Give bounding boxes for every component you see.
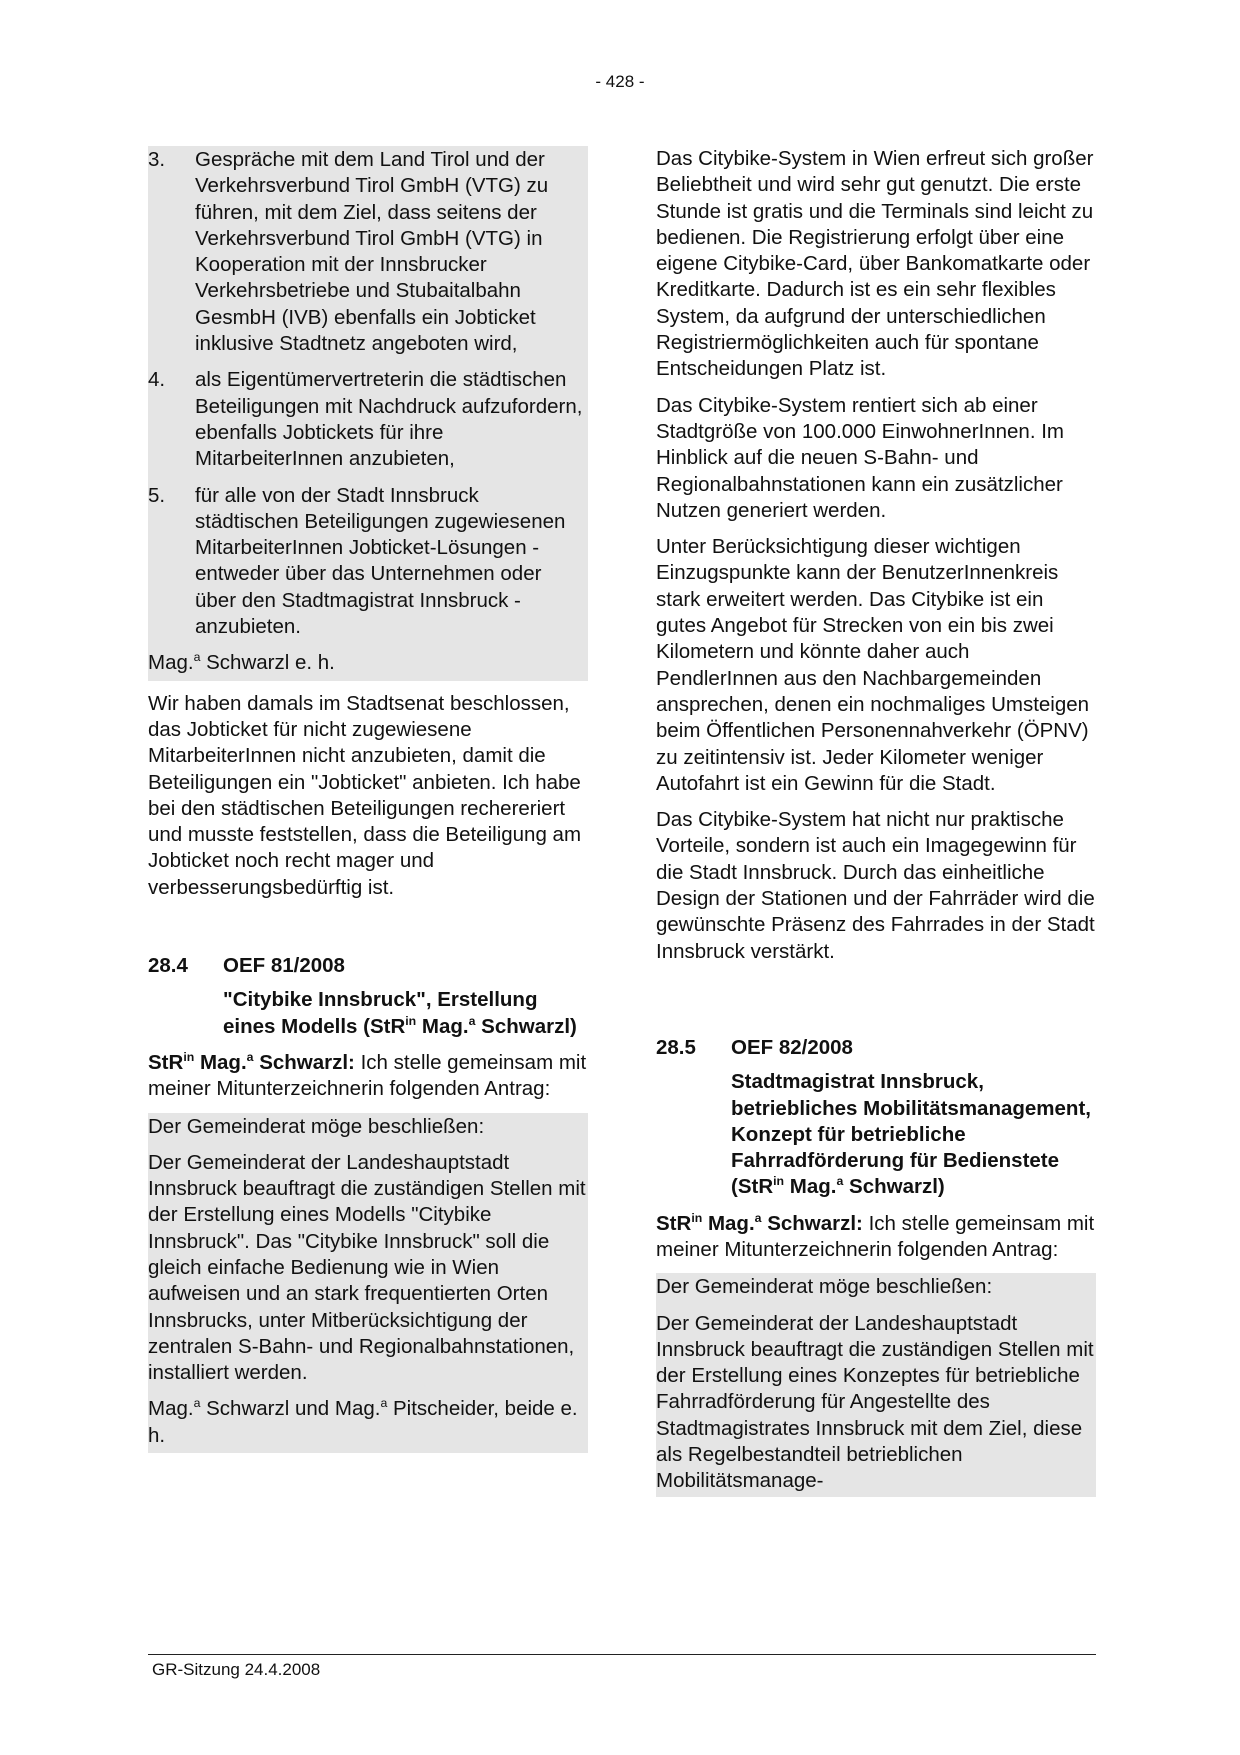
signature-sup: a: [380, 1396, 388, 1411]
speaker-sup: in: [691, 1210, 703, 1225]
speaker-statement: [656, 1211, 1096, 1264]
signature-sup: a: [193, 1396, 201, 1411]
speaker-text: Ich stelle gemeinsam mit meiner Mitunterzeichnerin folgenden Antrag:: [148, 1050, 587, 1101]
title-text: Schwarzl): [475, 1014, 577, 1038]
motion-list: [148, 147, 588, 650]
title-sup: a: [836, 1174, 844, 1189]
motion-text: Der Gemeinderat der Landeshauptstadt Innsbruck beauftragt die zuständigen Stellen mit der Erstellung eines Konzeptes für betriebliche Fahrradförderung für Angestellte des Stadtmagistrates Innsbruck mit dem Ziel, diese als Regelbestandteil betrieblichen Mobilitätsmanage-: [656, 1311, 1094, 1493]
signature-text: Mag.: [148, 1397, 194, 1421]
motion-text: Der Gemeinderat der Landeshauptstadt Innsbruck beauftragt die zuständigen Stellen mit der Erstellung eines Modells "Citybike Innsbruck". Das "Citybike Innsbruck" soll die gleich einfache Bedienung wie in Wien aufweisen und an stark frequentierten Orten Innsbrucks, unter Mitberücksichtigung der zentralen S-Bahn- und Regionalbahnstationen, installiert werden.: [148, 1150, 586, 1385]
signature-text: Pitscheider, beide e. h.: [148, 1397, 578, 1447]
title-sup: in: [773, 1174, 785, 1189]
title-text: Stadtmagistrat Innsbruck, betriebliches Mobilitätsmanagement, Konzept für betriebliche Fahrradförderung für Bedienstete (StR: [731, 1070, 1091, 1199]
left-column: [148, 146, 588, 1453]
title-text: "Citybike Innsbruck", Erstellung eines Modells (StR: [223, 988, 538, 1038]
statement-paragraph: Wir haben damals im Stadtsenat beschlossen, das Jobticket für nicht zugewiesene MitarbeiterInnen nicht anzubieten, damit die Beteiligungen ein "Jobticket" anbieten. Ich habe bei den städtischen Beteiligungen rechereriert und musste feststellen, dass die Beteiligung am Jobticket noch recht mager und verbesserungsbedürftig ist.: [148, 691, 582, 899]
section-title: [223, 987, 588, 1040]
title-text: Mag.: [784, 1175, 837, 1199]
motion-block: [148, 1113, 588, 1454]
title-text: Mag.: [416, 1014, 469, 1038]
list-item-text: für alle von der Stadt Innsbruck städtischen Beteiligungen zugewiesenen MitarbeiterInnen Jobticket-Lösungen - entweder über das Unternehmen oder über den Stadtmagistrat Innsbruck - anzubieten.: [195, 483, 566, 639]
paragraph: Unter Berücksichtigung dieser wichtigen Einzugspunkte kann der BenutzerInnenkreis stark erweitert werden. Das Citybike ist ein gutes Angebot für Strecken von ein bis zwei Kilometern und könnte daher auch PendlerInnen aus den Nachbargemeinden ansprechen, denen ein nochmaliges Umsteigen beim Öffentlichen Personennahverkehr (ÖPNV) zu zeitintensiv ist. Jeder Kilometer weniger Autofahrt ist ein Gewinn für die Stadt.: [656, 535, 1090, 795]
speaker-text: Ich stelle gemeinsam mit meiner Mitunterzeichnerin folgenden Antrag:: [656, 1211, 1095, 1261]
footer: GR-Sitzung 24.4.2008: [152, 1660, 321, 1679]
list-item-number: 5.: [148, 483, 166, 507]
speaker-title: StR: [656, 1211, 692, 1235]
section-title: [731, 1069, 1096, 1200]
section-number: 28.5: [656, 1035, 696, 1059]
title-sup: in: [405, 1013, 417, 1028]
speaker-sup: a: [754, 1210, 762, 1225]
speaker-name: Schwarzl:: [761, 1211, 863, 1235]
signature: [148, 1396, 588, 1453]
motion-intro: Der Gemeinderat möge beschließen:: [656, 1275, 993, 1299]
speaker-title: Mag.: [194, 1050, 247, 1074]
signature: [148, 650, 588, 680]
paragraph: Das Citybike-System in Wien erfreut sich großer Beliebtheit und wird sehr gut genutzt. Die erste Stunde ist gratis und die Terminals sind leicht zu bedienen. Die Registrierung erfolgt über eine eigene Citybike-Card, über Bankomatkarte oder Kreditkarte. Dadurch ist es ein sehr flexibles System, da aufgrund der unterschiedlichen Registriermöglichkeiten auch für spontane Entscheidungen Platz ist.: [656, 147, 1094, 381]
motion-block: [656, 1273, 1096, 1496]
speaker-name: Schwarzl:: [253, 1050, 355, 1074]
list-item-text: als Eigentümervertreterin die städtischen Beteiligungen mit Nachdruck aufzufordern, ebenfalls Jobtickets für ihre MitarbeiterInnen anzubieten,: [195, 368, 583, 471]
list-item-text: Gespräche mit dem Land Tirol und der Verkehrsverbund Tirol GmbH (VTG) zu führen, mit dem Ziel, dass seitens der Verkehrsverbund Tirol GmbH (VTG) in Kooperation mit der Innsbrucker Verkehrsbetriebe und Stubaitalbahn GesmbH (IVB) ebenfalls ein Jobticket inklusive Stadtnetz angeboten wird,: [195, 148, 549, 356]
signature-name: Schwarzl e. h.: [200, 651, 335, 675]
signature-title: Mag.: [148, 651, 194, 675]
section-heading: [656, 1035, 1096, 1061]
motion-list-block: [148, 146, 588, 681]
speaker-title: StR: [148, 1050, 184, 1074]
paragraph: Das Citybike-System hat nicht nur praktische Vorteile, sondern ist auch ein Imagegewinn für die Stadt Innsbruck. Durch das einheitliche Design der Stationen und der Fahrräder wird die gewünschte Präsenz des Fahrrades in der Stadt Innsbruck verstärkt.: [656, 808, 1095, 963]
section-ref: OEF 81/2008: [223, 954, 345, 978]
paragraph: Das Citybike-System rentiert sich ab einer Stadtgröße von 100.000 EinwohnerInnen. Im Hinblick auf die neuen S-Bahn- und Regionalbahnstationen kann ein zusätzlicher Nutzen generiert werden.: [656, 393, 1064, 522]
signature-text: Schwarzl und Mag.: [200, 1397, 381, 1421]
list-item: [148, 483, 588, 651]
section-number: 28.4: [148, 954, 188, 978]
speaker-title: Mag.: [702, 1211, 755, 1235]
page-number: - 428 -: [595, 72, 645, 91]
title-sup: a: [468, 1013, 476, 1028]
list-item: [148, 367, 588, 482]
footer-divider: [148, 1654, 1096, 1655]
speaker-statement: [148, 1050, 588, 1103]
speaker-sup: in: [183, 1050, 195, 1065]
list-item-number: 3.: [148, 148, 166, 171]
title-text: Schwarzl): [843, 1175, 945, 1199]
section-heading: [148, 953, 588, 979]
list-item-number: 4.: [148, 368, 166, 392]
list-item: [148, 147, 588, 367]
speaker-sup: a: [246, 1050, 254, 1065]
section-ref: OEF 82/2008: [731, 1035, 853, 1059]
signature-sup: a: [193, 650, 201, 665]
right-column: [656, 146, 1096, 1497]
motion-intro: Der Gemeinderat möge beschließen:: [148, 1114, 485, 1138]
